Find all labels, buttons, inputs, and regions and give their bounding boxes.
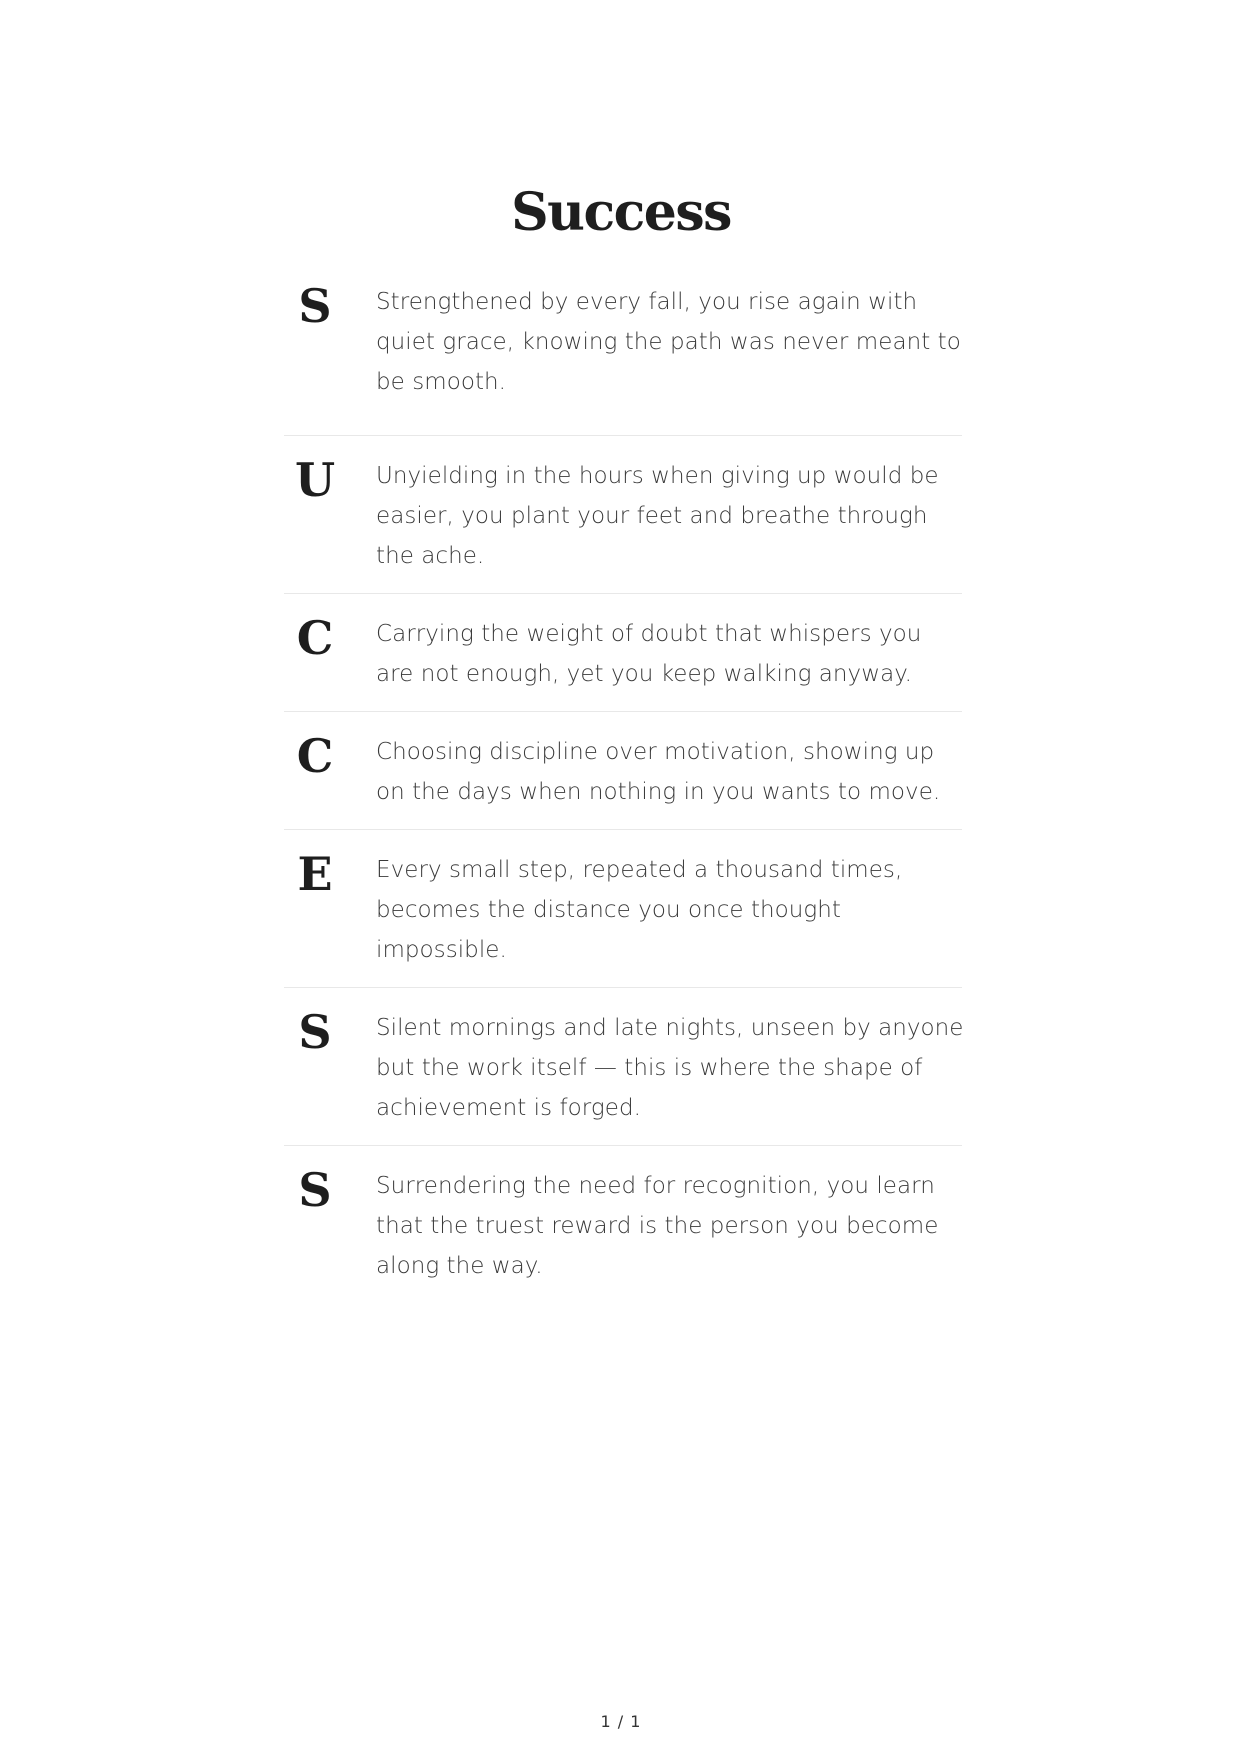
acrostic-row — [284, 712, 962, 830]
page-title: Success — [511, 182, 731, 243]
acrostic-line-text: Strengthened by every fall, you rise again with quiet grace, knowing the path was never meant to be smooth. — [376, 289, 961, 395]
acrostic-row — [284, 278, 962, 436]
acrostic-letter: C — [296, 611, 334, 665]
acrostic-row — [284, 1146, 962, 1304]
acrostic-line-text: Carrying the weight of doubt that whispers you are not enough, yet you keep walking anyway. — [376, 621, 922, 687]
acrostic-row — [284, 830, 962, 988]
acrostic-letter: S — [298, 1005, 332, 1059]
acrostic-line-text: Surrendering the need for recognition, you learn that the truest reward is the person you become along the way. — [376, 1173, 939, 1279]
acrostic-letter: E — [297, 847, 333, 901]
acrostic-letter: U — [294, 453, 336, 507]
acrostic-letter: S — [298, 1163, 332, 1217]
acrostic-list — [284, 278, 962, 1304]
acrostic-line-text: Every small step, repeated a thousand times, becomes the distance you once thought impossible. — [376, 857, 903, 963]
acrostic-line-text: Unyielding in the hours when giving up would be easier, you plant your feet and breathe through the ache. — [376, 463, 939, 569]
acrostic-line-text: Choosing discipline over motivation, showing up on the days when nothing in you wants to move. — [376, 739, 941, 805]
acrostic-row — [284, 988, 962, 1146]
acrostic-row — [284, 436, 962, 594]
acrostic-letter: S — [298, 279, 332, 333]
acrostic-row — [284, 594, 962, 712]
acrostic-letter: C — [296, 729, 334, 783]
page-indicator: 1 / 1 — [600, 1712, 642, 1731]
acrostic-line-text: Silent mornings and late nights, unseen by anyone but the work itself — this is where the shape of achievement is forged. — [376, 1015, 964, 1121]
